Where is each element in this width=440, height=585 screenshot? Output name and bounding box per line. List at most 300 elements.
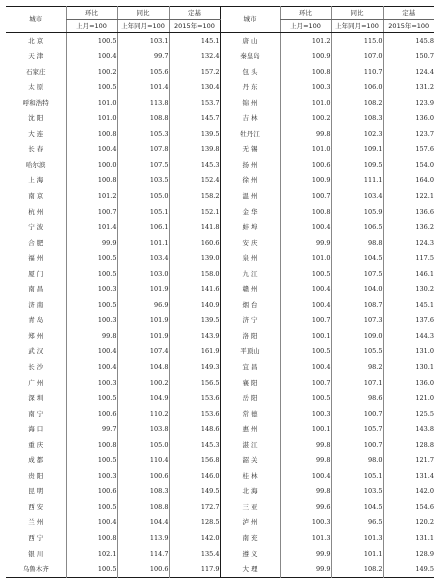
fixed-value-right: 123.7 <box>383 126 434 142</box>
city-name-left: 青 岛 <box>28 316 44 325</box>
mom-value-right: 99.9 <box>280 562 331 578</box>
yoy-value-left: 96.9 <box>117 297 169 313</box>
yoy-value-left: 105.1 <box>117 204 169 220</box>
mom-value-right: 99.8 <box>280 484 331 500</box>
mom-value-left: 100.5 <box>66 562 117 578</box>
city-name-left: 成 都 <box>28 456 44 465</box>
table-row <box>6 313 434 329</box>
city-name-left: 太 原 <box>28 83 44 92</box>
city-name-right: 锦 州 <box>220 95 280 111</box>
yoy-value-right: 104.5 <box>331 499 383 515</box>
yoy-value-left: 110.2 <box>117 406 169 422</box>
fixed-value-right: 137.6 <box>383 313 434 329</box>
city-name-right: 牡丹江 <box>220 126 280 142</box>
yoy-value-left: 101.4 <box>117 80 169 96</box>
yoy-value-right: 111.1 <box>331 173 383 189</box>
city-name-left: 南 宁 <box>28 409 44 418</box>
mom-value-left: 101.0 <box>66 95 117 111</box>
mom-value-left: 99.8 <box>66 328 117 344</box>
mom-value-right: 100.3 <box>280 406 331 422</box>
yoy-value-left: 113.8 <box>117 95 169 111</box>
yoy-value-left: 103.0 <box>117 266 169 282</box>
table-row <box>6 531 434 547</box>
city-name-left: 西 安 <box>28 502 44 511</box>
yoy-value-left: 108.8 <box>117 111 169 127</box>
city-name-right: 南 充 <box>220 531 280 547</box>
yoy-value-right: 98.0 <box>331 453 383 469</box>
yoy-value-left: 107.8 <box>117 142 169 158</box>
yoy-value-right: 108.2 <box>331 562 383 578</box>
mom-value-right: 101.0 <box>280 95 331 111</box>
table-row <box>6 406 434 422</box>
fixed-value-left: 128.5 <box>169 515 220 531</box>
fixed-value-right: 142.0 <box>383 484 434 500</box>
city-name-right: 济 宁 <box>220 313 280 329</box>
fixed-value-right: 136.2 <box>383 220 434 236</box>
city-name-right: 常 德 <box>220 406 280 422</box>
yoy-value-right: 110.7 <box>331 64 383 80</box>
mom-value-left: 100.8 <box>66 531 117 547</box>
mom-value-right: 99.6 <box>280 499 331 515</box>
city-name-left: 哈尔滨 <box>26 160 46 169</box>
fixed-value-right: 128.8 <box>383 437 434 453</box>
table-row <box>6 235 434 251</box>
fixed-value-left: 161.9 <box>169 344 220 360</box>
city-name-right: 唐 山 <box>220 33 280 49</box>
city-name-left: 杭 州 <box>28 207 44 216</box>
yoy-value-right: 108.2 <box>331 95 383 111</box>
yoy-value-left: 106.1 <box>117 220 169 236</box>
yoy-value-left: 104.9 <box>117 391 169 407</box>
mom-value-left: 100.3 <box>66 282 117 298</box>
fixed-value-right: 154.0 <box>383 157 434 173</box>
header-row-groups <box>6 7 434 20</box>
mom-value-right: 101.0 <box>280 251 331 267</box>
fixed-value-left: 145.1 <box>169 33 220 49</box>
col-subheader-yoy-base-left: 上年同月=100 <box>117 20 169 33</box>
fixed-value-right: 120.2 <box>383 515 434 531</box>
city-name-right: 金 华 <box>220 204 280 220</box>
fixed-value-left: 172.7 <box>169 499 220 515</box>
yoy-value-right: 105.9 <box>331 204 383 220</box>
fixed-value-left: 141.6 <box>169 282 220 298</box>
fixed-value-right: 154.6 <box>383 499 434 515</box>
fixed-value-right: 124.4 <box>383 64 434 80</box>
table-row <box>6 546 434 562</box>
city-name-right: 徐 州 <box>220 173 280 189</box>
yoy-value-right: 108.7 <box>331 297 383 313</box>
table-body <box>6 33 434 578</box>
city-name-right: 洛 阳 <box>220 328 280 344</box>
fixed-value-right: 131.2 <box>383 80 434 96</box>
table-row <box>6 344 434 360</box>
fixed-value-left: 148.6 <box>169 422 220 438</box>
mom-value-right: 101.3 <box>280 531 331 547</box>
yoy-value-right: 104.5 <box>331 251 383 267</box>
fixed-value-left: 149.5 <box>169 484 220 500</box>
fixed-value-left: 139.5 <box>169 126 220 142</box>
fixed-value-left: 142.0 <box>169 531 220 547</box>
table-row <box>6 375 434 391</box>
yoy-value-left: 101.9 <box>117 313 169 329</box>
fixed-value-left: 153.7 <box>169 95 220 111</box>
fixed-value-right: 145.1 <box>383 297 434 313</box>
fixed-value-right: 150.7 <box>383 49 434 65</box>
city-name-left: 南 昌 <box>28 285 44 294</box>
fixed-value-right: 157.6 <box>383 142 434 158</box>
city-name-left: 石家庄 <box>26 67 46 76</box>
mom-value-right: 100.4 <box>280 359 331 375</box>
table-row <box>6 80 434 96</box>
mom-value-left: 99.7 <box>66 422 117 438</box>
yoy-value-left: 100.6 <box>117 562 169 578</box>
mom-value-left: 100.5 <box>66 499 117 515</box>
mom-value-right: 100.6 <box>280 157 331 173</box>
mom-value-right: 100.9 <box>280 49 331 65</box>
city-name-left: 天 津 <box>28 52 44 61</box>
yoy-value-right: 103.5 <box>331 484 383 500</box>
city-name-right: 平顶山 <box>220 344 280 360</box>
fixed-value-left: 158.2 <box>169 188 220 204</box>
col-subheader-fixed-base-right: 2015年=100 <box>383 20 434 33</box>
mom-value-left: 100.3 <box>66 313 117 329</box>
mom-value-right: 100.3 <box>280 80 331 96</box>
yoy-value-left: 100.6 <box>117 468 169 484</box>
col-subheader-fixed-base-left: 2015年=100 <box>169 20 220 33</box>
mom-value-right: 99.8 <box>280 437 331 453</box>
col-subheader-mom-base-right: 上月=100 <box>280 20 331 33</box>
mom-value-left: 101.0 <box>66 111 117 127</box>
table-row <box>6 282 434 298</box>
city-name-right: 宜 昌 <box>220 359 280 375</box>
mom-value-right: 100.4 <box>280 468 331 484</box>
fixed-value-left: 130.4 <box>169 80 220 96</box>
fixed-value-right: 130.1 <box>383 359 434 375</box>
col-subheader-mom-base-left: 上月=100 <box>66 20 117 33</box>
fixed-value-right: 131.1 <box>383 531 434 547</box>
fixed-value-right: 146.1 <box>383 266 434 282</box>
fixed-value-left: 132.4 <box>169 49 220 65</box>
yoy-value-left: 103.1 <box>117 33 169 49</box>
table-row <box>6 173 434 189</box>
city-name-left: 重 庆 <box>28 440 44 449</box>
yoy-value-right: 109.1 <box>331 142 383 158</box>
yoy-value-left: 114.7 <box>117 546 169 562</box>
table-row <box>6 266 434 282</box>
table-row <box>6 220 434 236</box>
mom-value-right: 100.7 <box>280 313 331 329</box>
yoy-value-right: 107.1 <box>331 375 383 391</box>
fixed-value-right: 124.3 <box>383 235 434 251</box>
mom-value-left: 100.7 <box>66 204 117 220</box>
fixed-value-right: 128.9 <box>383 546 434 562</box>
price-index-table <box>6 6 434 578</box>
yoy-value-left: 107.4 <box>117 344 169 360</box>
mom-value-left: 100.4 <box>66 515 117 531</box>
city-name-left: 济 南 <box>28 300 44 309</box>
table-row <box>6 499 434 515</box>
city-name-left: 海 口 <box>28 425 44 434</box>
city-name-left: 长 春 <box>28 145 44 154</box>
city-name-right: 岳 阳 <box>220 391 280 407</box>
col-header-mom-left: 环比 <box>66 7 117 20</box>
table-row <box>6 33 434 49</box>
mom-value-right: 100.9 <box>280 173 331 189</box>
yoy-value-right: 107.5 <box>331 266 383 282</box>
city-name-left: 呼和浩特 <box>22 98 49 107</box>
mom-value-right: 99.9 <box>280 235 331 251</box>
yoy-value-right: 105.5 <box>331 344 383 360</box>
city-name-right: 九 江 <box>220 266 280 282</box>
mom-value-right: 100.7 <box>280 375 331 391</box>
table-row <box>6 126 434 142</box>
yoy-value-right: 107.3 <box>331 313 383 329</box>
fixed-value-left: 152.1 <box>169 204 220 220</box>
yoy-value-right: 106.5 <box>331 220 383 236</box>
fixed-value-right: 164.0 <box>383 173 434 189</box>
city-name-right: 韶 关 <box>220 453 280 469</box>
fixed-value-right: 123.9 <box>383 95 434 111</box>
mom-value-right: 100.7 <box>280 188 331 204</box>
mom-value-right: 99.8 <box>280 453 331 469</box>
mom-value-left: 100.5 <box>66 251 117 267</box>
city-name-right: 包 头 <box>220 64 280 80</box>
fixed-value-left: 160.6 <box>169 235 220 251</box>
mom-value-left: 100.6 <box>66 484 117 500</box>
price-index-table-container <box>6 6 434 578</box>
yoy-value-left: 101.9 <box>117 282 169 298</box>
fixed-value-right: 130.2 <box>383 282 434 298</box>
mom-value-right: 100.8 <box>280 204 331 220</box>
table-row <box>6 562 434 578</box>
mom-value-left: 100.5 <box>66 453 117 469</box>
fixed-value-left: 158.0 <box>169 266 220 282</box>
fixed-value-right: 149.5 <box>383 562 434 578</box>
city-name-right: 遵 义 <box>220 546 280 562</box>
city-name-right: 烟 台 <box>220 297 280 313</box>
yoy-value-right: 105.1 <box>331 468 383 484</box>
city-name-left: 上 海 <box>28 176 44 185</box>
mom-value-left: 100.4 <box>66 359 117 375</box>
yoy-value-right: 104.0 <box>331 282 383 298</box>
col-header-fixed-left: 定基 <box>169 7 220 20</box>
mom-value-left: 101.4 <box>66 220 117 236</box>
fixed-value-right: 144.3 <box>383 328 434 344</box>
mom-value-left: 100.0 <box>66 157 117 173</box>
col-header-mom-right: 环比 <box>280 7 331 20</box>
col-header-yoy-left: 同比 <box>117 7 169 20</box>
mom-value-right: 100.4 <box>280 220 331 236</box>
fixed-value-right: 125.5 <box>383 406 434 422</box>
yoy-value-right: 109.0 <box>331 328 383 344</box>
mom-value-left: 100.2 <box>66 64 117 80</box>
yoy-value-right: 103.4 <box>331 188 383 204</box>
mom-value-right: 100.4 <box>280 297 331 313</box>
mom-value-left: 100.3 <box>66 375 117 391</box>
city-name-right: 无 锡 <box>220 142 280 158</box>
city-name-left: 深 圳 <box>28 394 44 403</box>
city-name-right: 吉 林 <box>220 111 280 127</box>
city-name-left: 合 肥 <box>28 238 44 247</box>
fixed-value-right: 121.0 <box>383 391 434 407</box>
yoy-value-right: 98.2 <box>331 359 383 375</box>
mom-value-right: 100.5 <box>280 391 331 407</box>
table-row <box>6 422 434 438</box>
fixed-value-right: 145.8 <box>383 33 434 49</box>
yoy-value-left: 104.4 <box>117 515 169 531</box>
city-name-left: 南 京 <box>28 191 44 200</box>
yoy-value-right: 101.1 <box>331 546 383 562</box>
table-row <box>6 142 434 158</box>
city-name-left: 大 连 <box>28 129 44 138</box>
fixed-value-left: 139.5 <box>169 313 220 329</box>
mom-value-left: 102.1 <box>66 546 117 562</box>
fixed-value-right: 131.0 <box>383 344 434 360</box>
yoy-value-right: 105.7 <box>331 422 383 438</box>
mom-value-right: 101.0 <box>280 142 331 158</box>
fixed-value-right: 121.7 <box>383 453 434 469</box>
city-name-right: 秦皇岛 <box>220 49 280 65</box>
city-name-right: 泉 州 <box>220 251 280 267</box>
fixed-value-left: 145.3 <box>169 157 220 173</box>
mom-value-right: 100.2 <box>280 111 331 127</box>
mom-value-left: 100.4 <box>66 49 117 65</box>
fixed-value-left: 143.9 <box>169 328 220 344</box>
yoy-value-left: 99.7 <box>117 49 169 65</box>
table-row <box>6 251 434 267</box>
mom-value-left: 101.2 <box>66 188 117 204</box>
yoy-value-left: 110.4 <box>117 453 169 469</box>
yoy-value-left: 108.3 <box>117 484 169 500</box>
table-row <box>6 359 434 375</box>
yoy-value-left: 105.0 <box>117 437 169 453</box>
fixed-value-left: 117.9 <box>169 562 220 578</box>
city-name-right: 蚌 埠 <box>220 220 280 236</box>
table-row <box>6 437 434 453</box>
city-name-right: 北 海 <box>220 484 280 500</box>
mom-value-left: 100.8 <box>66 126 117 142</box>
mom-value-left: 100.4 <box>66 344 117 360</box>
yoy-value-right: 107.0 <box>331 49 383 65</box>
col-header-yoy-right: 同比 <box>331 7 383 20</box>
mom-value-left: 100.8 <box>66 437 117 453</box>
yoy-value-left: 100.2 <box>117 375 169 391</box>
table-row <box>6 95 434 111</box>
fixed-value-left: 141.8 <box>169 220 220 236</box>
yoy-value-left: 113.9 <box>117 531 169 547</box>
yoy-value-right: 108.3 <box>331 111 383 127</box>
mom-value-right: 101.2 <box>280 33 331 49</box>
mom-value-left: 100.4 <box>66 142 117 158</box>
mom-value-left: 99.9 <box>66 235 117 251</box>
city-name-right: 赣 州 <box>220 282 280 298</box>
fixed-value-right: 143.8 <box>383 422 434 438</box>
yoy-value-right: 102.3 <box>331 126 383 142</box>
mom-value-right: 99.9 <box>280 546 331 562</box>
fixed-value-left: 139.8 <box>169 142 220 158</box>
city-name-right: 惠 州 <box>220 422 280 438</box>
fixed-value-left: 157.2 <box>169 64 220 80</box>
col-header-city-right: 城市 <box>220 7 280 33</box>
mom-value-right: 100.5 <box>280 266 331 282</box>
fixed-value-right: 117.5 <box>383 251 434 267</box>
city-name-left: 广 州 <box>28 378 44 387</box>
table-row <box>6 49 434 65</box>
city-name-right: 安 庆 <box>220 235 280 251</box>
fixed-value-left: 156.8 <box>169 453 220 469</box>
yoy-value-left: 101.9 <box>117 328 169 344</box>
yoy-value-right: 100.7 <box>331 437 383 453</box>
table-row <box>6 188 434 204</box>
city-name-left: 福 州 <box>28 254 44 263</box>
fixed-value-left: 140.9 <box>169 297 220 313</box>
yoy-value-left: 103.5 <box>117 173 169 189</box>
mom-value-right: 100.3 <box>280 515 331 531</box>
fixed-value-right: 136.0 <box>383 375 434 391</box>
city-name-right: 襄 阳 <box>220 375 280 391</box>
fixed-value-right: 131.4 <box>383 468 434 484</box>
table-row <box>6 204 434 220</box>
mom-value-right: 100.1 <box>280 328 331 344</box>
city-name-right: 大 理 <box>220 562 280 578</box>
city-name-right: 温 州 <box>220 188 280 204</box>
table-row <box>6 468 434 484</box>
mom-value-left: 100.5 <box>66 297 117 313</box>
city-name-right: 湛 江 <box>220 437 280 453</box>
fixed-value-left: 146.0 <box>169 468 220 484</box>
yoy-value-left: 105.3 <box>117 126 169 142</box>
table-row <box>6 328 434 344</box>
yoy-value-left: 104.8 <box>117 359 169 375</box>
fixed-value-right: 136.0 <box>383 111 434 127</box>
yoy-value-right: 98.6 <box>331 391 383 407</box>
yoy-value-right: 101.3 <box>331 531 383 547</box>
city-name-left: 宁 波 <box>28 223 44 232</box>
city-name-left: 兰 州 <box>28 518 44 527</box>
col-header-city-left: 城市 <box>6 7 66 33</box>
city-name-left: 长 沙 <box>28 363 44 371</box>
table-row <box>6 157 434 173</box>
city-name-left: 沈 阳 <box>28 114 44 123</box>
fixed-value-left: 153.6 <box>169 406 220 422</box>
city-name-right: 扬 州 <box>220 157 280 173</box>
city-name-right: 三 亚 <box>220 499 280 515</box>
mom-value-right: 100.5 <box>280 344 331 360</box>
yoy-value-right: 98.8 <box>331 235 383 251</box>
city-name-left: 郑 州 <box>28 331 44 340</box>
mom-value-left: 100.5 <box>66 266 117 282</box>
mom-value-right: 100.4 <box>280 282 331 298</box>
mom-value-left: 100.5 <box>66 33 117 49</box>
fixed-value-left: 145.3 <box>169 437 220 453</box>
yoy-value-left: 103.4 <box>117 251 169 267</box>
fixed-value-right: 122.1 <box>383 188 434 204</box>
mom-value-left: 100.6 <box>66 406 117 422</box>
yoy-value-right: 106.0 <box>331 80 383 96</box>
fixed-value-left: 135.4 <box>169 546 220 562</box>
city-name-left: 西 宁 <box>28 534 44 543</box>
mom-value-right: 99.8 <box>280 126 331 142</box>
city-name-right: 泸 州 <box>220 515 280 531</box>
col-subheader-yoy-base-right: 上年同月=100 <box>331 20 383 33</box>
yoy-value-left: 103.8 <box>117 422 169 438</box>
yoy-value-left: 105.0 <box>117 188 169 204</box>
mom-value-left: 100.5 <box>66 391 117 407</box>
fixed-value-left: 149.3 <box>169 359 220 375</box>
yoy-value-right: 96.5 <box>331 515 383 531</box>
city-name-right: 丹 东 <box>220 80 280 96</box>
yoy-value-left: 107.5 <box>117 157 169 173</box>
